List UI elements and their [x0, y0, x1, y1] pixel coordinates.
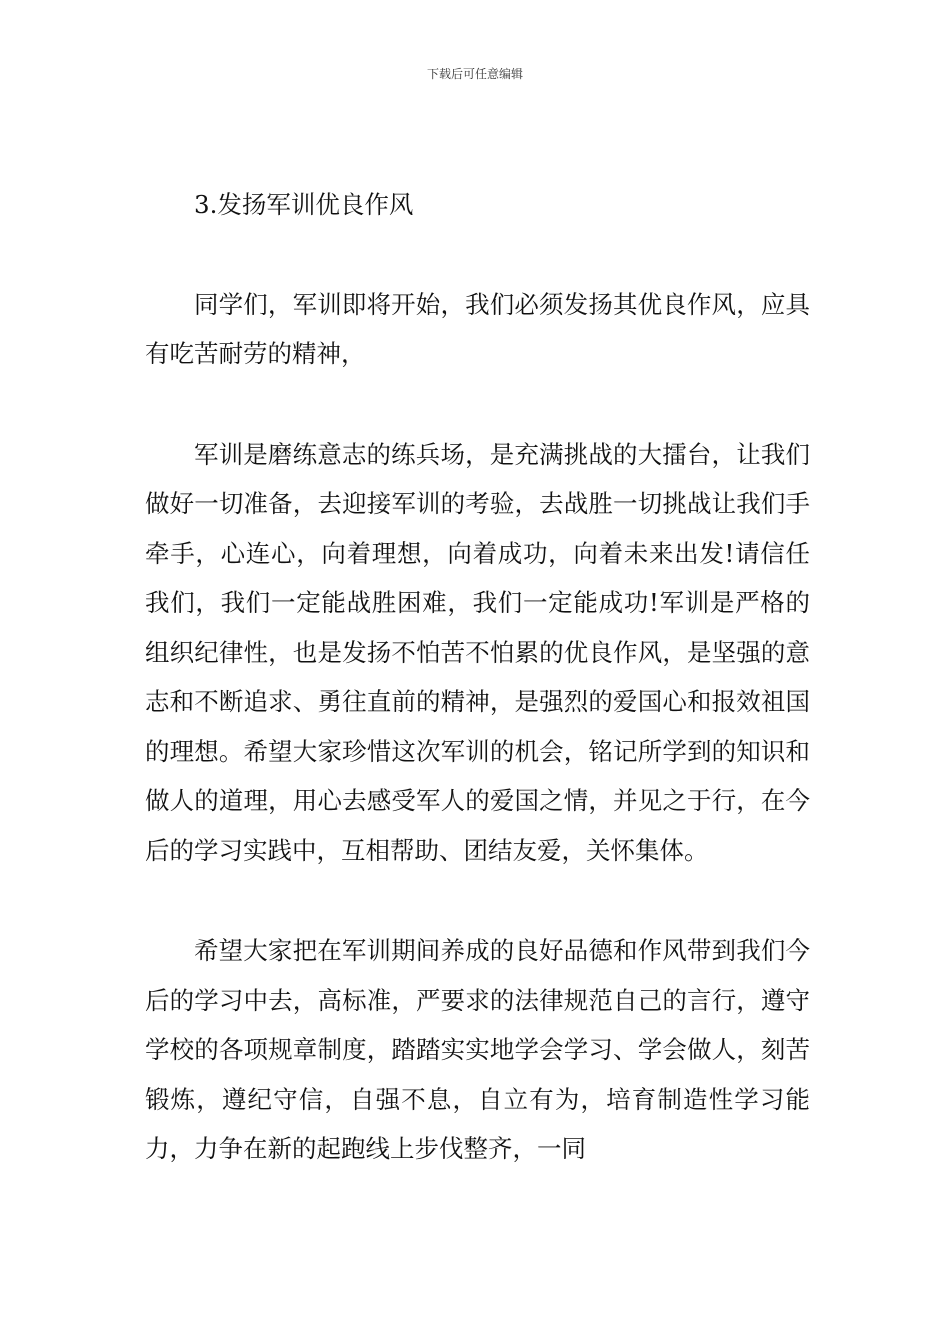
paragraph-1: 同学们，军训即将开始，我们必须发扬其优良作风，应具有吃苦耐劳的精神，: [145, 289, 810, 368]
document-body: [145, 180, 810, 1174]
paragraph-2: 军训是磨练意志的练兵场，是充满挑战的大擂台，让我们做好一切准备，去迎接军训的考验，去战胜一切挑战让我们手牵手，心连心，向着理想，向着成功，向着未来出发!请信任我们，我们一定能战胜困难，我们一定能成功!军训是严格的组织纪律性，也是发扬不怕苦不怕累的优良作风，是坚强的意志和不断追求、勇往直前的精神，是强烈的爱国心和报效祖国的理想。希望大家珍惜这次军训的机会，铭记所学到的知识和做人的道理，用心去感受军人的爱国之情，并见之于行，在今后的学习实践中，互相帮助、团结友爱，关怀集体。: [145, 439, 810, 865]
page-header-note: 下载后可任意编辑: [426, 67, 523, 81]
paragraph-3: 希望大家把在军训期间养成的良好品德和作风带到我们今后的学习中去，高标准，严要求的法律规范自己的言行，遵守学校的各项规章制度，踏踏实实地学会学习、学会做人，刻苦锻炼，遵纪守信，自强不息，自立有为，培育制造性学习能力，力争在新的起跑线上步伐整齐，一同: [145, 936, 810, 1163]
section-heading: 3.发扬军训优良作风: [194, 190, 414, 219]
